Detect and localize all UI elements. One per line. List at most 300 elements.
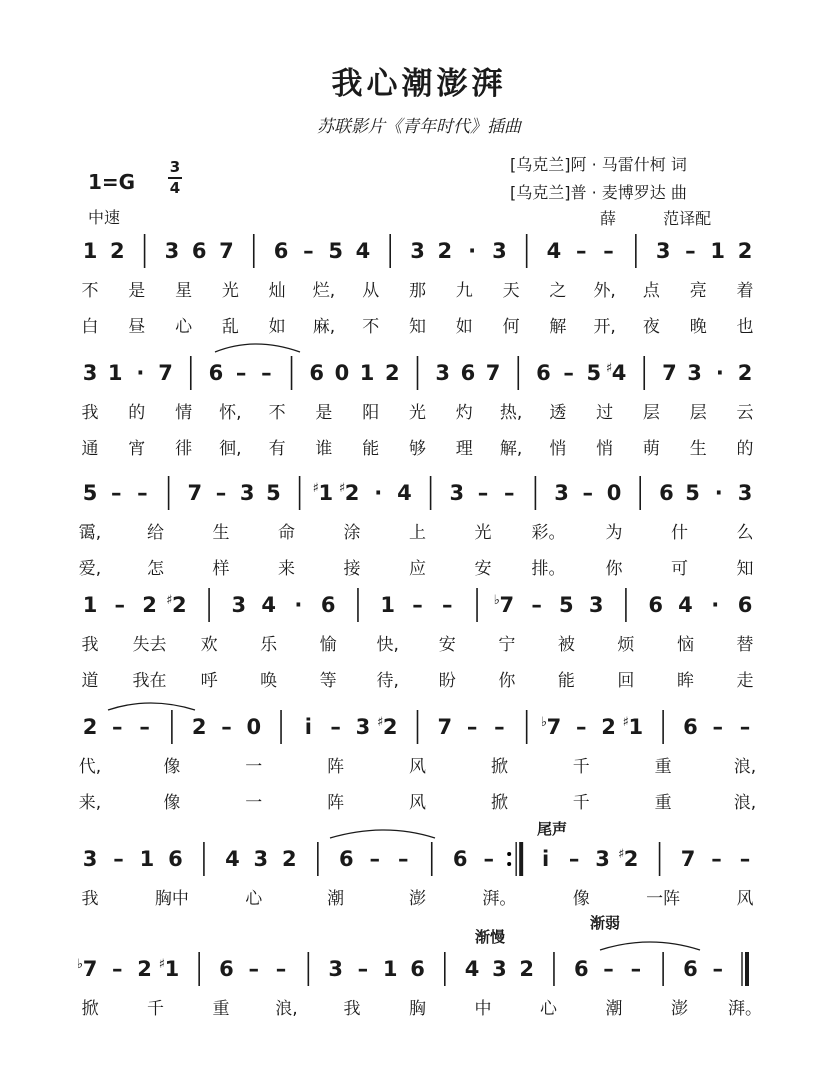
lyric-syllable: 开,: [593, 317, 616, 337]
note: 3: [82, 361, 98, 385]
note: –: [712, 957, 723, 981]
note: 0: [334, 361, 350, 385]
time-signature-bottom: 4: [169, 179, 181, 197]
lyric-syllable: 掀: [81, 999, 99, 1019]
note: 3: [554, 481, 569, 505]
accidental: ♯: [622, 715, 629, 730]
note: –: [739, 847, 751, 871]
note: 6: [683, 957, 698, 981]
arranger-credit: 薛 范译配: [600, 209, 712, 228]
note: –: [248, 957, 259, 981]
lyric-syllable: 解,: [499, 439, 523, 459]
note: –: [531, 593, 542, 617]
tie-arc: [330, 830, 435, 838]
lyric-syllable: 如: [455, 317, 473, 337]
note: 4: [611, 361, 627, 385]
lyric-syllable: 重: [654, 793, 672, 813]
note: 1: [359, 361, 375, 385]
lyric-syllable: 谁: [315, 439, 333, 459]
note: –: [442, 593, 453, 617]
note: 5: [559, 593, 574, 617]
lyric-syllable: 光: [409, 403, 426, 423]
lyric-syllable: 不: [81, 281, 99, 301]
lyric-syllable: 怎: [147, 559, 164, 579]
lyric-syllable: 我: [81, 635, 99, 655]
note: 2: [191, 715, 207, 739]
lyric-syllable: 我: [343, 999, 361, 1019]
lyric-syllable: 灿: [268, 281, 286, 301]
note: 2: [623, 847, 639, 871]
note: 1: [628, 715, 644, 739]
note: –: [412, 593, 423, 617]
lyric-syllable: 风: [736, 889, 754, 909]
note: –: [483, 847, 494, 871]
lyric-syllable: 宵: [128, 439, 146, 459]
note: –: [139, 715, 150, 739]
lyric-syllable: 烂,: [312, 281, 336, 301]
tempo-marking: 中速: [88, 208, 121, 227]
lyric-syllable: 阵: [327, 793, 345, 813]
lyric-syllable: 中: [474, 999, 492, 1019]
lyric-syllable: 着: [736, 281, 754, 301]
note: 1: [710, 239, 726, 263]
note: –: [603, 239, 614, 263]
repeat-dot: [507, 862, 511, 866]
lyric-syllable: 澎: [409, 889, 426, 909]
lyric-syllable: 透: [549, 403, 567, 423]
lyric-syllable: 昼: [128, 317, 146, 337]
note: 4: [225, 847, 240, 871]
lyric-syllable: 我在: [132, 671, 167, 691]
note: 3: [410, 239, 425, 263]
lyric-syllable: 乐: [260, 635, 278, 655]
note: ·: [714, 481, 723, 505]
lyric-syllable: 灼: [455, 403, 473, 423]
note: 7: [158, 361, 173, 385]
note: ·: [711, 593, 720, 617]
lyric-syllable: 知: [409, 317, 426, 337]
note: 6: [737, 593, 753, 617]
lyric-syllable: 重: [212, 999, 230, 1019]
note: –: [503, 481, 515, 505]
lyric-syllable: 我: [81, 889, 99, 909]
note: 0: [246, 715, 262, 739]
accidental: ♯: [377, 715, 384, 730]
note: 5: [586, 361, 602, 385]
note: 6: [320, 593, 336, 617]
tie-arc: [108, 703, 195, 710]
note: –: [576, 239, 587, 263]
note: –: [114, 593, 126, 617]
note: 7: [680, 847, 696, 871]
lyric-syllable: 什: [671, 523, 688, 543]
lyric-syllable: 是: [128, 281, 146, 301]
note: 1: [139, 847, 155, 871]
note: 5: [266, 481, 281, 505]
lyric-syllable: 过: [596, 403, 614, 423]
lyric-syllable: 悄: [549, 439, 567, 459]
note: –: [712, 715, 723, 739]
lyric-syllable: 胸中: [154, 889, 189, 909]
note: 6: [536, 361, 551, 385]
accidental: ♯: [312, 481, 319, 496]
lyric-syllable: 替: [736, 635, 754, 655]
repeat-dot: [507, 852, 511, 856]
note: ·: [468, 239, 477, 263]
lyric-syllable: 悄: [596, 439, 614, 459]
lyric-syllable: 千: [572, 793, 590, 813]
note: 2: [344, 481, 360, 505]
lyric-syllable: 生: [689, 439, 707, 459]
lyric-syllable: 等: [319, 671, 337, 691]
lyric-syllable: 白: [81, 317, 99, 337]
lyric-syllable: 徊,: [219, 439, 242, 459]
lyric-syllable: 不: [268, 403, 286, 423]
note: –: [685, 239, 696, 263]
note: 2: [519, 957, 534, 981]
lyric-syllable: 外,: [593, 281, 616, 301]
lyric-syllable: 一: [245, 793, 263, 813]
accidental: ♯: [605, 361, 613, 376]
lyric-syllable: 涂: [343, 523, 361, 543]
lyric-syllable: 来,: [78, 793, 102, 813]
key-signature: 1=G: [88, 170, 136, 194]
note: –: [330, 715, 341, 739]
lyric-syllable: 热,: [499, 403, 523, 423]
note: 4: [464, 957, 480, 981]
lyric-syllable: 心: [540, 999, 557, 1019]
lyric-syllable: 浪,: [733, 793, 757, 813]
lyric-syllable: 被: [557, 635, 575, 655]
lyric-syllable: 层: [689, 403, 707, 423]
note: 6: [309, 361, 325, 385]
lyric-syllable: 何: [502, 317, 520, 337]
note: 7: [187, 481, 203, 505]
lyric-syllable: 彩。: [531, 523, 566, 543]
note: –: [477, 481, 489, 505]
lyric-syllable: 快,: [376, 635, 399, 655]
lyric-syllable: 愉: [319, 635, 337, 655]
note: 2: [382, 715, 398, 739]
note: 3: [588, 593, 604, 617]
note: 4: [355, 239, 371, 263]
note: –: [576, 715, 587, 739]
lyric-syllable: 光: [221, 281, 239, 301]
note: –: [466, 715, 478, 739]
lyric-syllable: 像: [163, 757, 181, 777]
lyric-syllable: 么: [736, 523, 754, 543]
lyric-syllable: 一阵: [646, 889, 681, 909]
note: 2: [737, 239, 753, 263]
note: –: [357, 957, 369, 981]
note: –: [215, 481, 227, 505]
tie-arc: [215, 344, 300, 352]
note: 6: [460, 361, 476, 385]
note: –: [112, 957, 123, 981]
note: 3: [492, 239, 507, 263]
lyric-syllable: 来: [278, 559, 295, 579]
note: –: [603, 957, 614, 981]
lyric-syllable: 层: [642, 403, 660, 423]
lyric-syllable: 阳: [362, 403, 380, 423]
lyric-syllable: 为: [605, 523, 623, 543]
lyric-syllable: 夜: [642, 317, 660, 337]
note: 7: [662, 361, 677, 385]
note: 5: [685, 481, 700, 505]
lyric-syllable: 是: [315, 403, 333, 423]
lyric-syllable: 可: [671, 559, 688, 579]
note: 1: [382, 957, 398, 981]
note: 6: [191, 239, 207, 263]
note: 3: [82, 847, 98, 871]
note: 6: [452, 847, 468, 871]
lyric-syllable: 给: [147, 523, 164, 543]
lyric-syllable: 上: [409, 523, 426, 543]
lyric-syllable: 能: [557, 671, 575, 691]
note: –: [137, 481, 148, 505]
lyric-syllable: 心: [245, 889, 263, 909]
note: –: [630, 957, 642, 981]
note: 2: [437, 239, 453, 263]
lyric-syllable: 也: [736, 317, 754, 337]
note: 1: [82, 239, 98, 263]
note: 2: [384, 361, 400, 385]
note: –: [112, 715, 123, 739]
note: 2: [82, 715, 98, 739]
lyric-syllable: 心: [175, 317, 193, 337]
lyric-syllable: 眸: [676, 671, 694, 691]
lyric-syllable: 风: [409, 757, 426, 777]
lyric-syllable: 浪,: [733, 757, 757, 777]
note: 7: [499, 593, 515, 617]
tie-arc: [600, 942, 700, 950]
note: –: [235, 361, 247, 385]
ritardando-marking: 渐慢: [474, 928, 506, 946]
lyric-syllable: 命: [278, 523, 295, 543]
note: 6: [168, 847, 183, 871]
lyric-syllable: 烦: [617, 635, 635, 655]
lyric-syllable: 呼: [200, 671, 218, 691]
accidental: ♭: [76, 957, 84, 972]
lyric-syllable: 亮: [689, 281, 707, 301]
lyric-syllable: 爱,: [78, 559, 102, 579]
lyric-syllable: 像: [572, 889, 590, 909]
lyric-syllable: 阵: [327, 757, 345, 777]
lyric-syllable: 潮: [605, 999, 623, 1019]
lyric-syllable: 安: [438, 635, 456, 655]
lyric-syllable: 恼: [676, 635, 694, 655]
lyric-syllable: 晚: [689, 317, 707, 337]
accidental: ♭: [493, 593, 500, 608]
lyric-syllable: 湃。: [482, 889, 517, 909]
lyric-syllable: 宁: [498, 635, 516, 655]
note: 5: [328, 239, 343, 263]
note: –: [369, 847, 381, 871]
note: 3: [737, 481, 753, 505]
lyric-syllable: 像: [163, 793, 181, 813]
lyric-syllable: 澎: [671, 999, 688, 1019]
time-signature-top: 3: [169, 158, 181, 176]
note: 6: [410, 957, 425, 981]
note: –: [398, 847, 409, 871]
note: –: [582, 481, 594, 505]
note: –: [494, 715, 505, 739]
lyric-syllable: 走: [736, 671, 754, 691]
lyric-syllable: 掀: [490, 793, 508, 813]
lyric-syllable: 解: [549, 317, 567, 337]
lyric-syllable: 的: [128, 403, 146, 423]
note: 3: [164, 239, 180, 263]
note: –: [113, 847, 124, 871]
lyric-syllable: 萌: [642, 439, 660, 459]
note: 1: [164, 957, 180, 981]
note: 4: [397, 481, 412, 505]
lyric-syllable: 道: [81, 671, 99, 691]
note: ·: [136, 361, 145, 385]
lyric-syllable: 我: [81, 403, 99, 423]
lyric-syllable: 怀,: [219, 403, 242, 423]
lyric-syllable: 有: [268, 439, 286, 459]
lyric-syllable: 云: [736, 403, 754, 423]
note: –: [711, 847, 722, 871]
note: 1: [318, 481, 334, 505]
note: 3: [253, 847, 269, 871]
note: –: [275, 957, 287, 981]
lyric-syllable: 应: [409, 559, 426, 579]
note: i: [304, 715, 312, 739]
note: 6: [208, 361, 224, 385]
note: 5: [82, 481, 98, 505]
lyric-syllable: 唤: [260, 671, 278, 691]
lyric-syllable: 麻,: [312, 317, 336, 337]
lyric-syllable: 霭,: [78, 523, 102, 543]
note: 2: [137, 957, 152, 981]
lyric-syllable: 光: [474, 523, 492, 543]
note: –: [303, 239, 314, 263]
lyric-syllable: 千: [147, 999, 164, 1019]
lyric-syllable: 的: [736, 439, 754, 459]
lyric-syllable: 之: [549, 281, 567, 301]
lyric-syllable: 千: [572, 757, 590, 777]
lyric-syllable: 失去: [132, 635, 167, 655]
accidental: ♯: [338, 481, 346, 496]
diminuendo-marking: 渐弱: [589, 914, 621, 932]
note: 3: [435, 361, 451, 385]
note: –: [563, 361, 574, 385]
lyric-syllable: 接: [343, 559, 361, 579]
lyric-syllable: 通: [81, 439, 99, 459]
lyric-syllable: 天: [502, 281, 520, 301]
note: –: [739, 715, 751, 739]
note: 2: [172, 593, 187, 617]
note: 4: [261, 593, 276, 617]
composer-credit: [乌克兰]普 · 麦博罗达 曲: [510, 183, 687, 202]
note: 7: [82, 957, 98, 981]
lyric-syllable: 一: [245, 757, 263, 777]
note: 4: [546, 239, 562, 263]
note: 3: [239, 481, 255, 505]
lyric-syllable: 胸: [409, 999, 426, 1019]
note: 6: [573, 957, 589, 981]
note: 7: [546, 715, 562, 739]
lyric-syllable: 重: [654, 757, 672, 777]
lyric-syllable: 徘: [175, 439, 193, 459]
lyric-syllable: 情: [175, 403, 193, 423]
lyric-syllable: 从: [362, 281, 380, 301]
coda-label: 尾声: [536, 820, 568, 838]
song-title: 我心潮澎湃: [331, 66, 507, 102]
lyric-syllable: 乱: [221, 317, 239, 337]
lyric-syllable: 生: [212, 523, 230, 543]
note: 3: [492, 957, 507, 981]
note: 3: [687, 361, 702, 385]
lyric-syllable: 不: [362, 317, 380, 337]
lyric-syllable: 星: [175, 281, 193, 301]
note: ·: [374, 481, 383, 505]
lyric-syllable: 安: [474, 559, 492, 579]
note: –: [568, 847, 580, 871]
accidental: ♯: [166, 593, 173, 608]
lyricist-credit: [乌克兰]阿 · 马雷什柯 词: [510, 155, 687, 174]
note: ·: [715, 361, 724, 385]
lyric-syllable: 那: [409, 281, 426, 301]
note: i: [542, 847, 550, 871]
lyric-syllable: 样: [212, 559, 230, 579]
lyric-syllable: 代,: [78, 757, 102, 777]
lyric-syllable: 风: [409, 793, 426, 813]
note: 0: [606, 481, 622, 505]
note: 4: [678, 593, 693, 617]
note: 3: [328, 957, 343, 981]
lyric-syllable: 点: [642, 281, 660, 301]
note: ·: [294, 593, 303, 617]
note: 2: [142, 593, 157, 617]
lyric-syllable: 回: [617, 671, 635, 691]
note: 6: [273, 239, 289, 263]
lyric-syllable: 欢: [200, 635, 218, 655]
note: 6: [338, 847, 354, 871]
note: –: [110, 481, 122, 505]
lyric-syllable: 排。: [531, 559, 566, 579]
lyric-syllable: 你: [605, 559, 623, 579]
note: 3: [595, 847, 610, 871]
note: 1: [82, 593, 98, 617]
lyric-syllable: 能: [362, 439, 380, 459]
note: 1: [380, 593, 396, 617]
note: 2: [737, 361, 753, 385]
note: 3: [355, 715, 371, 739]
note: 1: [107, 361, 123, 385]
song-subtitle: 苏联影片《青年时代》插曲: [317, 117, 521, 137]
note: 6: [648, 593, 663, 617]
note: 6: [683, 715, 698, 739]
note: 7: [485, 361, 501, 385]
lyric-syllable: 九: [455, 281, 473, 301]
note: 7: [219, 239, 234, 263]
note: 6: [219, 957, 234, 981]
note: 3: [655, 239, 671, 263]
note: –: [261, 361, 272, 385]
lyric-syllable: 浪,: [275, 999, 298, 1019]
lyric-syllable: 盼: [438, 671, 456, 691]
lyric-syllable: 湃。: [728, 999, 762, 1019]
lyric-syllable: 掀: [490, 757, 508, 777]
accidental: ♯: [158, 957, 166, 972]
note: –: [221, 715, 232, 739]
note: 7: [437, 715, 453, 739]
note: 3: [449, 481, 465, 505]
accidental: ♯: [617, 847, 625, 862]
